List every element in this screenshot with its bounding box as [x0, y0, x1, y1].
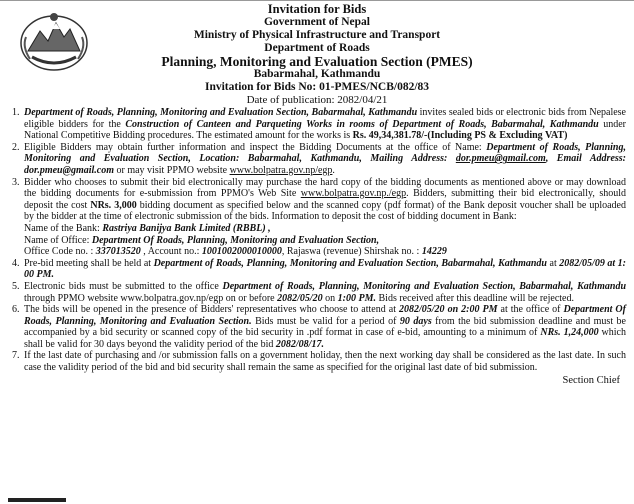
bank-label: Name of the Bank: — [24, 222, 100, 234]
clause-5-text4: Bids received after this deadline will be rejected. — [376, 292, 574, 304]
clause-1-text: invites sealed bids or electronic bids from Nepalese eligible bidders for the — [24, 107, 626, 130]
clause-1-org: Department of Roads, Planning, Monitoring and Evaluation Section, Babarmahal, Kathmandu — [24, 107, 418, 118]
account-label: , Account no.: — [140, 246, 202, 258]
bank-name-line — [24, 223, 626, 235]
clause-3 — [22, 177, 626, 258]
document-cost: NRs. 3,000 — [90, 199, 137, 211]
section-name: Planning, Monitoring and Evaluation Section (PMES) — [161, 54, 473, 69]
office-code-label: Office Code no. : — [24, 246, 96, 258]
clause-list — [0, 107, 634, 374]
account-line — [24, 246, 626, 258]
clause-6-text4: from the bid submission deadline and must be accompanied by a bid security or scanned copy of the bid security in .pdf format in case of e-bid, amounting to a minimum of — [24, 315, 627, 339]
header — [0, 1, 634, 107]
clause-5-text3: on — [322, 292, 338, 304]
clause-6-text: The bids will be opened in the presence of Bidders' representatives who choose to attend at — [24, 304, 399, 316]
bid-number: Invitation for Bids No: 01-PMES/NCB/082/83 — [204, 81, 430, 93]
account-number: 1001002000010000 — [201, 246, 282, 258]
clause-5-text2: through PPMO website www.bolpatra.gov.np/egp on or before — [24, 292, 278, 304]
clause-2 — [22, 142, 626, 177]
submission-time: 1:00 PM. — [337, 292, 377, 304]
government-emblem-icon — [18, 7, 90, 73]
ministry-name: Ministry of Physical Infrastructure and Transport — [193, 29, 441, 41]
prebid-date: 2082/05/09 at 1: 00 PM. — [24, 257, 626, 281]
opening-office: Department Of Roads, Planning, Monitoring and Evaluation Section. — [24, 304, 626, 327]
clause-1-work: Construction of Canteen and Parqueting Works in rooms of Department of Roads, Babarmahal, Kathmandu — [125, 118, 599, 130]
email-address: , Email Address: dor.pmeu@gmail.com — [24, 153, 627, 176]
clause-2-text3: . — [332, 164, 335, 176]
footer-bar — [8, 498, 66, 502]
government-name: Government of Nepal — [263, 16, 371, 28]
office-name: Department Of Roads, Planning, Monitoring and Evaluation Section, — [91, 234, 380, 246]
clause-3-text: Bidder who chooses to submit their bid electronically may purchase the hard copy of the bidding documents as mentioned above or may download the bidding documents for e-submission from PPMO's Web Site — [24, 176, 626, 200]
clause-3-text2: . Bidders, submitting their bid electronically, should deposit the cost — [24, 188, 626, 211]
clause-4 — [22, 258, 626, 281]
clause-7-text: If the last date of purchasing and /or submission falls on a government holiday, then the next working day shall be considered as the last date. In such case the validity period of the bid and bid security shall remain the same as specified for the original last date of bid submission. — [24, 350, 626, 374]
validity-days: 90 days — [399, 315, 432, 327]
clause-2-text: Eligible Bidders may obtain further information and inspect the Bidding Documents at the office of Name: — [24, 141, 487, 153]
bank-name: Rastriya Banijya Bank Limited (RBBL) , — [99, 222, 271, 234]
security-valid-date: 2082/08/17. — [275, 338, 324, 350]
clause-4-text2: at — [546, 257, 560, 269]
revenue-number: 14229 — [421, 246, 447, 258]
office-location: Babarmahal, Kathmandu — [253, 68, 381, 80]
clause-3-text3: bidding document as specified below and the scanned copy (pdf format) of the Bank deposit voucher shall be uploaded by the bidder at the time of electronic submission of the bids. Information to deposit the cost of bidding document in Bank: — [24, 199, 626, 223]
clause-6-text2: at the office of — [497, 304, 564, 316]
clause-2-text2: or may visit PPMO website — [114, 164, 230, 176]
revenue-label: , Rajaswa (revenue) Shirshak no. : — [281, 246, 422, 258]
clause-5-text: Electronic bids must be submitted to the office — [24, 280, 223, 292]
bid-security-amount: NRs. 1,24,000 — [540, 327, 599, 339]
prebid-place: Department of Roads, Planning, Monitoring and Evaluation Section, Babarmahal, Kathmandu — [153, 257, 547, 269]
clause-1 — [22, 107, 626, 142]
office-name-line — [24, 235, 626, 247]
clause-4-text: Pre-bid meeting shall be held at — [24, 257, 154, 269]
office-code: 337013520 — [95, 246, 141, 258]
department-name: Department of Roads — [264, 42, 370, 54]
mailing-email-link[interactable]: dor.pmeu@gmail.com — [455, 153, 546, 165]
clause-6-text3: Bids must be valid for a period of — [251, 315, 400, 327]
ppmo-download-link[interactable]: www.bolpatra.gov.np./egp — [300, 188, 407, 200]
office-label: Name of Office: — [24, 234, 92, 246]
signature: Section Chief — [562, 374, 620, 386]
clause-5 — [22, 281, 626, 304]
clause-1-text2: under National Competitive Bidding procedures. The estimated amount for the works is — [24, 118, 626, 142]
opening-date: 2082/05/20 on 2:00 PM — [399, 304, 498, 316]
ppmo-website-link[interactable]: www.bolpatra.gov.np/egp — [229, 164, 333, 176]
estimated-amount: Rs. 49,34,381.78/-(Including PS & Excluding VAT) — [352, 130, 568, 142]
clause-7 — [22, 350, 626, 373]
submission-deadline: 2082/05/20 — [277, 292, 323, 304]
notice-title: Invitation for Bids — [267, 2, 367, 16]
clause-6 — [22, 304, 626, 350]
publication-date: Date of publication: 2082/04/21 — [246, 94, 388, 106]
clause-2-office: Department of Roads, Planning, Monitoring and Evaluation Section, Location: Babarmahal, Kathmandu, Mailing Address: — [24, 141, 626, 165]
submission-office: Department of Roads, Planning, Monitoring and Evaluation Section, Babarmahal, Kathmandu — [222, 280, 627, 292]
clause-6-text5: which shall be valid for 30 days beyond the validity period of the bid — [24, 327, 626, 350]
